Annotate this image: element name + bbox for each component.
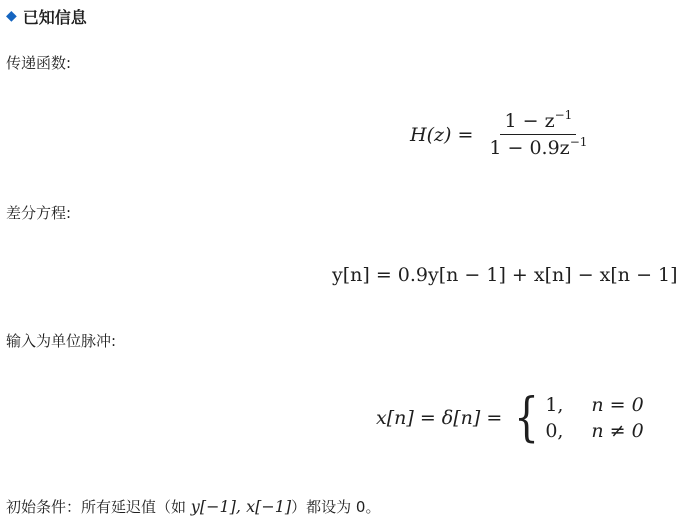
initial-conditions-math: y[−1], x[−1] bbox=[190, 497, 292, 516]
input-label: 输入为单位脉冲: bbox=[6, 332, 117, 350]
section-heading bbox=[6, 4, 87, 28]
fraction-denominator: $1 - 0.9z^{-1}$ bbox=[489, 135, 588, 159]
transfer-function-equation bbox=[410, 110, 591, 159]
case-row: 1, n = 0 bbox=[545, 394, 644, 416]
fraction-numerator: $1 - z^{-1}$ bbox=[500, 110, 576, 135]
initial-conditions: 初始条件：所有延迟值（如 y[−1], x[−1]）都设为 0。 bbox=[6, 497, 381, 516]
difference-equation: y[n] = 0.9y[n − 1] + x[n] − x[n − 1] bbox=[332, 264, 678, 286]
case-row: 0, n ≠ 0 bbox=[545, 420, 644, 442]
section-title: 已知信息 bbox=[22, 7, 87, 27]
transfer-function-fraction bbox=[485, 110, 591, 159]
transfer-function-lhs: H(z) = bbox=[410, 123, 474, 146]
input-lhs: x[n] = δ[n] = bbox=[376, 407, 503, 429]
transfer-function-label: 传递函数: bbox=[6, 54, 72, 72]
diamond-icon: ◆ bbox=[6, 8, 17, 24]
piecewise-cases bbox=[510, 388, 644, 448]
left-brace: { bbox=[514, 388, 540, 448]
difference-equation-label: 差分方程: bbox=[6, 204, 72, 222]
input-definition bbox=[376, 388, 644, 448]
